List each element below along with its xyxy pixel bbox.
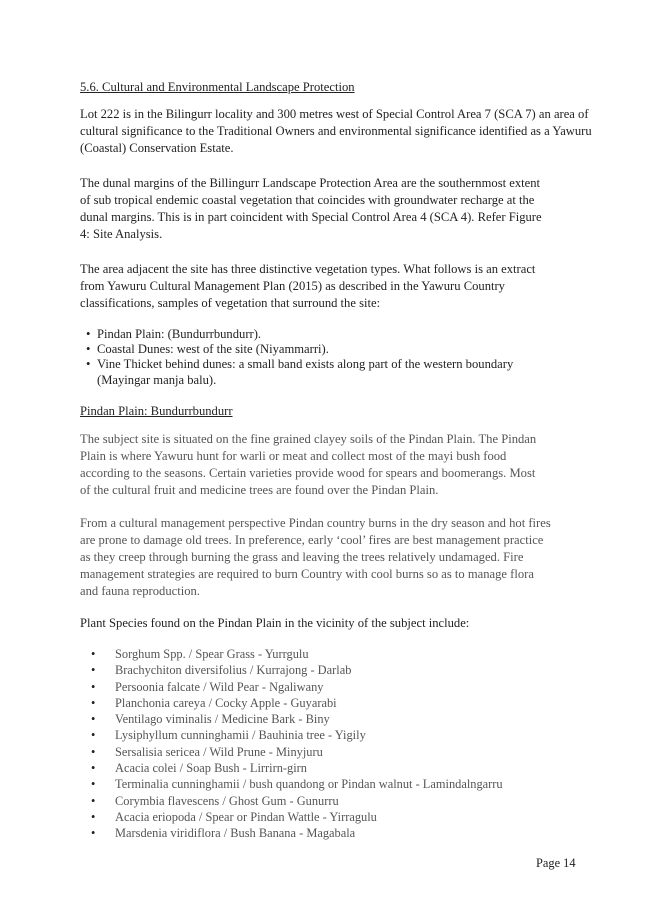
text-line: are prone to damage old trees. In preference, early ‘cool’ fires are best management practice [80,533,544,547]
list-item: • Sersalisia sericea / Wild Prune - Minyjuru [80,744,580,760]
paragraph-fire-management [80,515,580,600]
text-line: From a cultural management perspective Pindan country burns in the dry season and hot fires [80,516,551,530]
text-line: cultural significance to the Traditional Owners and environmental significance identified as a Yawuru [80,124,592,138]
list-item: • Corymbia flavescens / Ghost Gum - Gunurru [80,793,580,809]
list-item [80,357,580,387]
text-line: according to the seasons. Certain varieties provide wood for spears and boomerangs. Most [80,466,536,480]
list-item-text: • Pindan Plain: (Bundurrbundurr). [97,327,262,341]
list-item: • Ventilago viminalis / Medicine Bark - Biny [80,711,580,727]
paragraph-species-intro [80,615,580,632]
list-item-text: (Mayingar manja balu). [97,372,217,387]
text-line: classifications, samples of vegetation that surround the site: [80,296,381,310]
list-item: • Sorghum Spp. / Spear Grass - Yurrgulu [80,646,580,662]
text-line: Plant Species found on the Pindan Plain in the vicinity of the subject include: [80,616,470,630]
paragraph-pindan-plain [80,431,580,499]
sub-heading-pindan-plain: Pindan Plain: Bundurrbundurr [80,404,233,418]
text-line: Plain is where Yawuru hunt for warli or meat and collect most of the mayi bush food [80,449,507,463]
paragraph-dunal-margins [80,175,580,243]
text-line: from Yawuru Cultural Management Plan (2015) as described in the Yawuru Country [80,279,505,293]
text-line: The dunal margins of the Billingurr Landscape Protection Area are the southernmost extent [80,176,541,190]
paragraph-vegetation-types [80,261,580,312]
list-item: • Lysiphyllum cunninghamii / Bauhinia tree - Yigily [80,727,580,743]
list-item: • Acacia eriopoda / Spear or Pindan Wattle - Yirragulu [80,809,580,825]
text-line: of the cultural fruit and medicine trees are found over the Pindan Plain. [80,483,439,497]
list-item [80,327,580,342]
text-line: management strategies are required to burn Country with cool burns so as to manage flora [80,567,534,581]
list-item: • Persoonia falcate / Wild Pear - Ngaliwany [80,679,580,695]
list-item: • Acacia colei / Soap Bush - Lirrirn-girn [80,760,580,776]
text-line: Lot 222 is in the Bilingurr locality and 300 metres west of Special Control Area 7 (SCA 7) an area of [80,107,589,121]
text-line: dunal margins. This is in part coincident with Special Control Area 4 (SCA 4). Refer Figure [80,210,542,224]
text-line: The subject site is situated on the fine grained clayey soils of the Pindan Plain. The Pindan [80,432,537,446]
list-item: • Planchonia careya / Cocky Apple - Guyarabi [80,695,580,711]
text-line: as they creep through burning the grass and leaving the trees relatively undamaged. Fire [80,550,524,564]
text-line: The area adjacent the site has three distinctive vegetation types. What follows is an extract [80,262,536,276]
text-line: of sub tropical endemic coastal vegetation that coincides with groundwater recharge at the [80,193,535,207]
list-item: • Brachychiton diversifolius / Kurrajong - Darlab [80,662,580,678]
text-line: (Coastal) Conservation Estate. [80,141,234,155]
vegetation-type-list [80,327,580,388]
text-line: and fauna reproduction. [80,584,200,598]
list-item-text: • Coastal Dunes: west of the site (Niyammarri). [97,342,329,357]
list-item-text: • Vine Thicket behind dunes: a small band exists along part of the western boundary [97,357,514,372]
section-heading: 5.6. Cultural and Environmental Landscape Protection [80,80,355,94]
page-number: Page 14 [536,856,576,870]
list-item [80,342,580,357]
text-line: 4: Site Analysis. [80,227,163,241]
plant-species-list [80,646,580,842]
list-item: • Terminalia cunninghamii / bush quandong or Pindan walnut - Lamindalngarru [80,776,580,792]
list-item: • Marsdenia viridiflora / Bush Banana - Magabala [80,825,580,841]
paragraph-lot-222 [80,106,592,157]
